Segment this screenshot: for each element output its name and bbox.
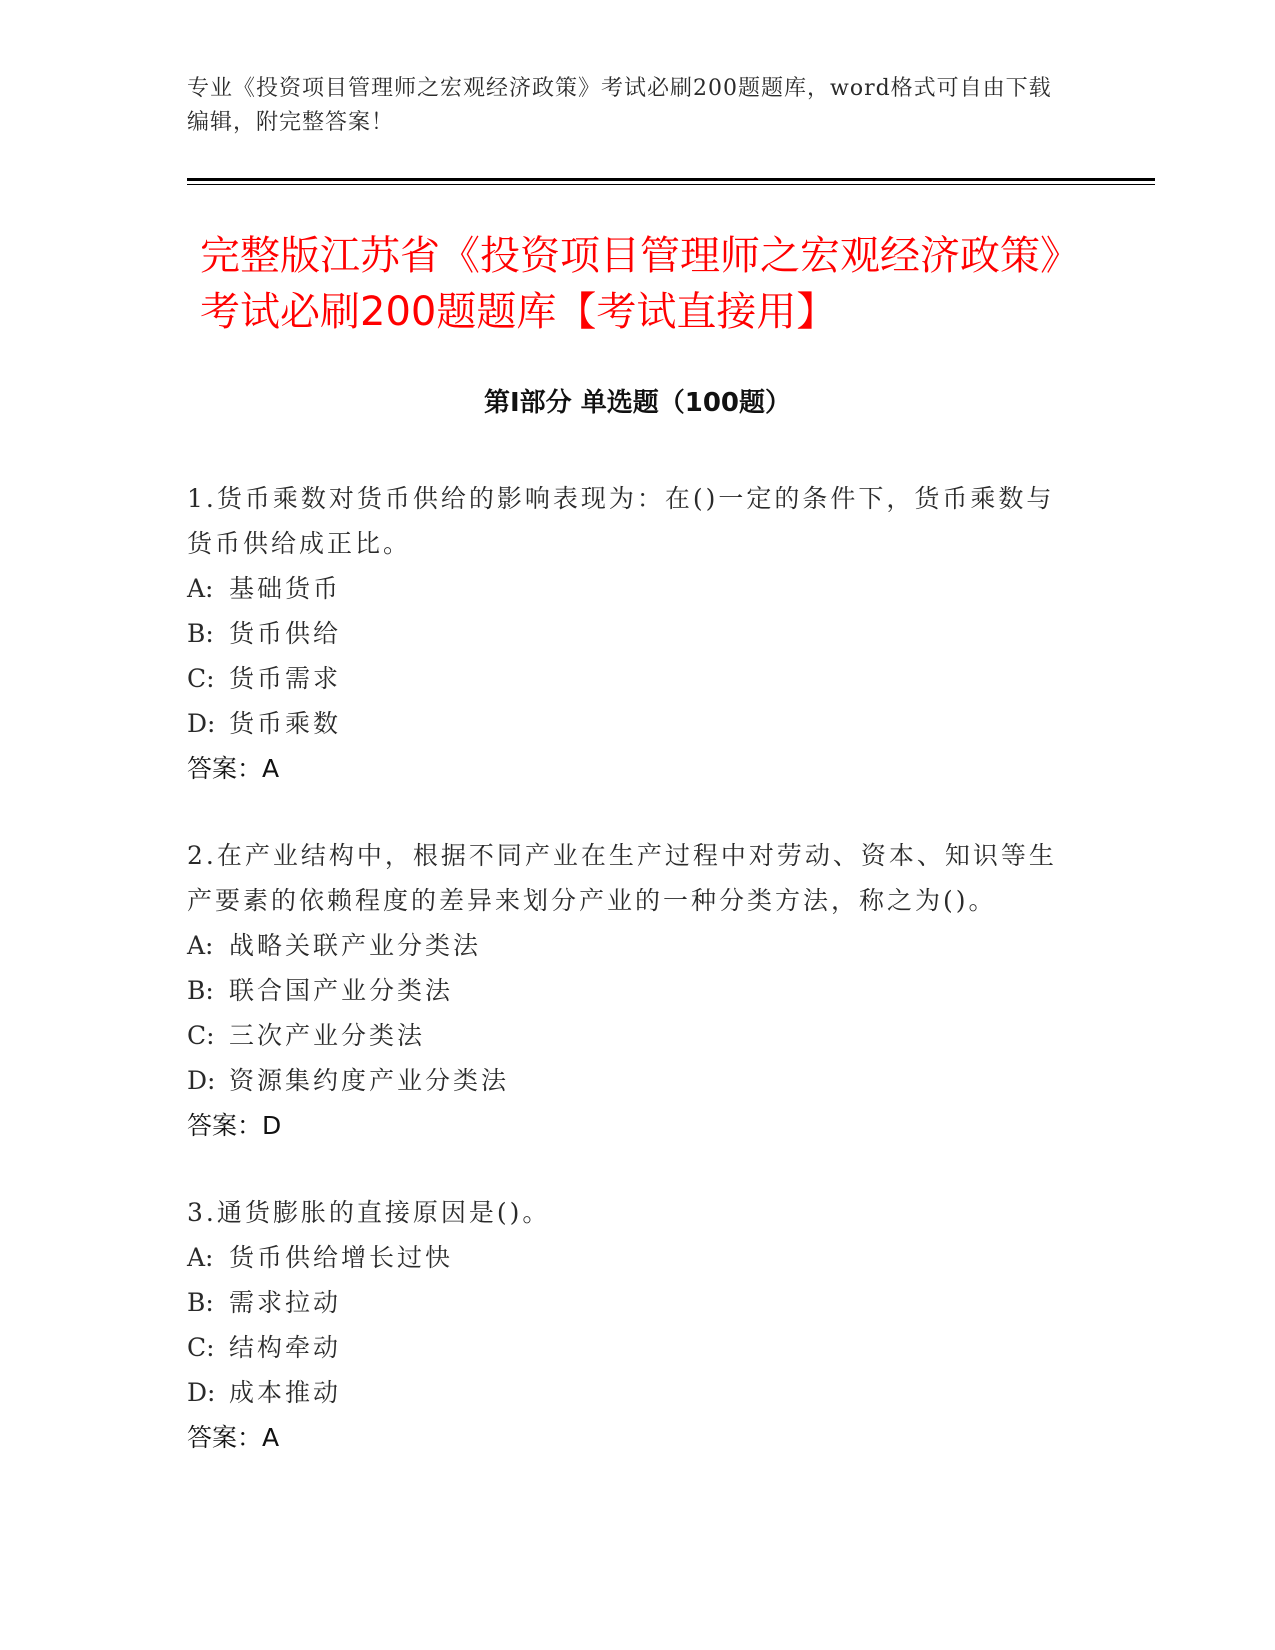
- option-letter: D:: [187, 1378, 216, 1407]
- option-a: [187, 566, 1067, 611]
- option-letter: B:: [187, 1288, 214, 1317]
- option-text: 需求拉动: [229, 1288, 342, 1317]
- option-text: 货币供给增长过快: [229, 1243, 454, 1272]
- option-letter: D:: [187, 1066, 216, 1095]
- option-text: 货币供给: [229, 619, 342, 648]
- option-text: 联合国产业分类法: [229, 976, 454, 1005]
- option-letter: A:: [187, 1243, 214, 1272]
- option-text: 货币乘数: [229, 709, 342, 738]
- option-b: [187, 1280, 1067, 1325]
- question-1: [187, 476, 1067, 791]
- option-c: [187, 1013, 1067, 1058]
- option-b: [187, 611, 1067, 656]
- header-rule-thick: [187, 178, 1155, 181]
- option-b: [187, 968, 1067, 1013]
- question-3: [187, 1190, 1067, 1460]
- option-c: [187, 1325, 1067, 1370]
- option-letter: A:: [187, 574, 214, 603]
- option-d: [187, 1370, 1067, 1415]
- option-c: [187, 656, 1067, 701]
- option-text: 三次产业分类法: [229, 1021, 426, 1050]
- option-text: 结构牵动: [229, 1333, 342, 1362]
- question-2: [187, 833, 1067, 1148]
- option-letter: B:: [187, 976, 214, 1005]
- question-stem: 1.货币乘数对货币供给的影响表现为：在()一定的条件下，货币乘数与货币供给成正比。: [187, 484, 1055, 558]
- answer-line: 答案：D: [187, 1111, 282, 1140]
- option-letter: C:: [187, 1333, 215, 1362]
- option-letter: B:: [187, 619, 214, 648]
- option-letter: A:: [187, 931, 214, 960]
- option-a: [187, 1235, 1067, 1280]
- option-text: 资源集约度产业分类法: [229, 1066, 510, 1095]
- question-list: [187, 476, 1067, 1502]
- option-letter: C:: [187, 1021, 215, 1050]
- option-text: 成本推动: [229, 1378, 342, 1407]
- option-letter: D:: [187, 709, 216, 738]
- option-text: 货币需求: [229, 664, 342, 693]
- document-title: 完整版江苏省《投资项目管理师之宏观经济政策》考试必刷200题题库【考试直接用】: [200, 233, 1080, 335]
- question-stem: 3.通货膨胀的直接原因是()。: [187, 1198, 551, 1227]
- header-rule-thin: [187, 184, 1155, 185]
- option-a: [187, 923, 1067, 968]
- option-letter: C:: [187, 664, 215, 693]
- answer-line: 答案：A: [187, 1423, 280, 1452]
- option-text: 战略关联产业分类法: [229, 931, 482, 960]
- option-d: [187, 1058, 1067, 1103]
- question-stem: 2.在产业结构中，根据不同产业在生产过程中对劳动、资本、知识等生产要素的依赖程度的差异来划分产业的一种分类方法，称之为()。: [187, 841, 1057, 915]
- answer-line: 答案：A: [187, 754, 280, 783]
- option-text: 基础货币: [229, 574, 342, 603]
- option-d: [187, 701, 1067, 746]
- section-heading: 第Ⅰ部分 单选题（100题）: [484, 388, 791, 418]
- header-note: 专业《投资项目管理师之宏观经济政策》考试必刷200题题库，word格式可自由下载编辑，附完整答案！: [187, 76, 1052, 135]
